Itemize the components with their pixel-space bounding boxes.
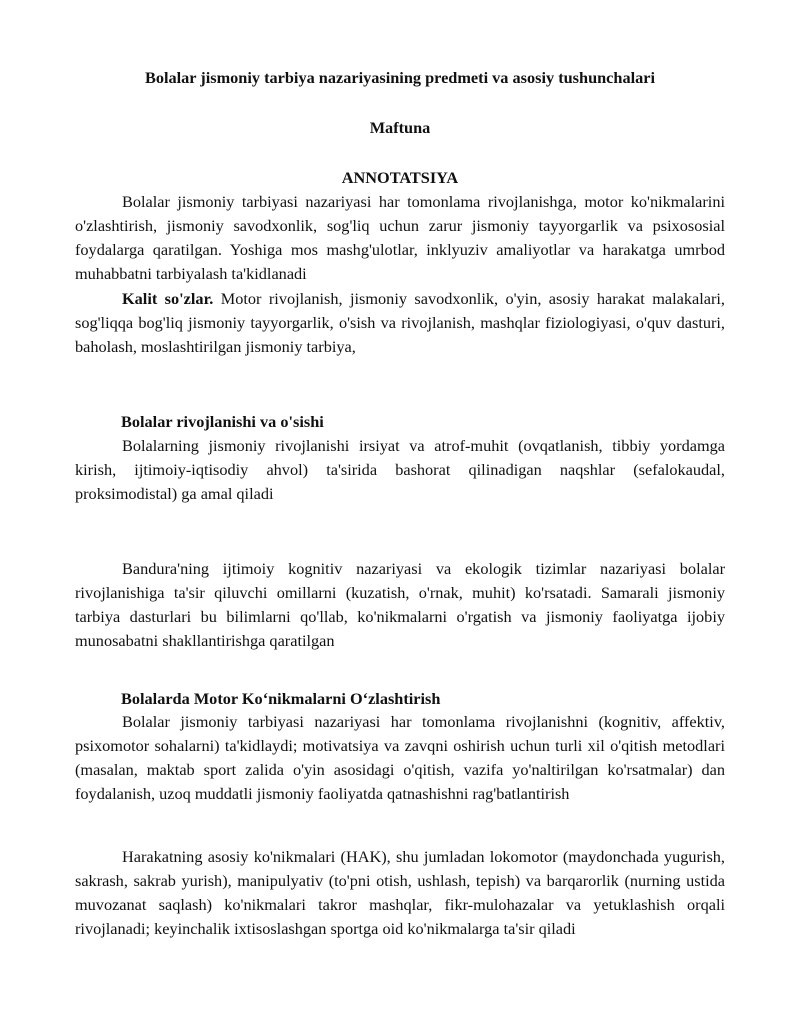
section2-paragraph1-block — [75, 710, 725, 806]
section-heading-motor-skills: Bolalarda Motor Ko‘nikmalarni O‘zlashtirish — [121, 689, 441, 708]
section-heading-development: Bolalar rivojlanishi va o'sishi — [121, 412, 324, 431]
section2-paragraph2: Harakatning asosiy ko'nikmalari (HAK), shu jumladan lokomotor (maydonchada yugurish, sakrash, sakrab yurish), manipulyativ (to'pni otish, ushlash, tepish) va barqarorlik (nurning ustida muvozanat saqlash) ko'nikmalari takror mashqlar, fikr-mulohazalar va yetuklashish orqali rivojlanadi; keyinchalik ixtisoslashgan sportga oid ko'nikmalarga ta'sir qiladi — [75, 847, 725, 938]
document-title: Bolalar jismoniy tarbiya nazariyasining predmeti va asosiy tushunchalari — [144, 68, 656, 87]
annotation-paragraph: Bolalar jismoniy tarbiyasi nazariyasi har tomonlama rivojlanishga, motor ko'nikmalarini o'zlashtirish, jismoniy savodxonlik, sog'liq uchun zarur jismoniy tayyorgarlik va psixososial foydalarga qaratilgan. Yoshiga mos mashg'ulotlar, inklyuziv amaliyotlar va harakatga umrbod muhabbatni tarbiyalash ta'kidlanadi — [75, 192, 725, 283]
section1-paragraph1: Bolalarning jismoniy rivojlanishi irsiyat va atrof-muhit (ovqatlanish, tibbiy yordamga kirish, ijtimoiy-iqtisodiy ahvol) ta'sirida bashorat qilinadigan naqshlar (sefalokaudal, proksimodistal) ga amal qiladi — [75, 436, 725, 503]
section1-paragraph2: Bandura'ning ijtimoiy kognitiv nazariyasi va ekologik tizimlar nazariyasi bolalar rivojlanishiga ta'sir qiluvchi omillarni (kuzatish, o'rnak, muhit) ko'rsatadi. Samarali jismoniy tarbiya dasturlari bu bilimlarni qo'llab, ko'nikmalarni o'rgatish va jismoniy faoliyatga ijobiy munosabatni shakllantirishga qaratilgan — [75, 559, 725, 650]
keywords-text: Motor rivojlanish, jismoniy savodxonlik, o'yin, asosiy harakat malakalari, sog'liqqa bog'liq jismoniy tayyorgarlik, o'sish va rivojlanish, mashqlar fiziologiyasi, o'quv dasturi, baholash, moslashtirilgan jismoniy tarbiya, — [75, 289, 725, 356]
section1-paragraph2-block — [75, 557, 725, 653]
section2-paragraph2-block — [75, 845, 725, 941]
keywords-block — [75, 287, 725, 359]
keywords-paragraph — [75, 287, 725, 359]
section1-paragraph1-block — [75, 434, 725, 506]
annotation-block — [75, 190, 725, 286]
annotation-heading: ANNOTATSIYA — [341, 168, 459, 187]
document-author: Maftuna — [369, 118, 431, 137]
keywords-label: Kalit so'zlar. — [122, 289, 214, 308]
section2-paragraph1: Bolalar jismoniy tarbiyasi nazariyasi har tomonlama rivojlanishni (kognitiv, affektiv, psixomotor sohalarni) ta'kidlaydi; motivatsiya va zavqni oshirish uchun turli xil o'qitish metodlari (masalan, maktab sport zalida o'yin asosidagi o'qitish, vazifa yo'naltirilgan ko'rsatmalar) dan foydalanish, uzoq muddatli jismoniy faoliyatda qatnashishni rag'batlantirish — [75, 712, 725, 803]
